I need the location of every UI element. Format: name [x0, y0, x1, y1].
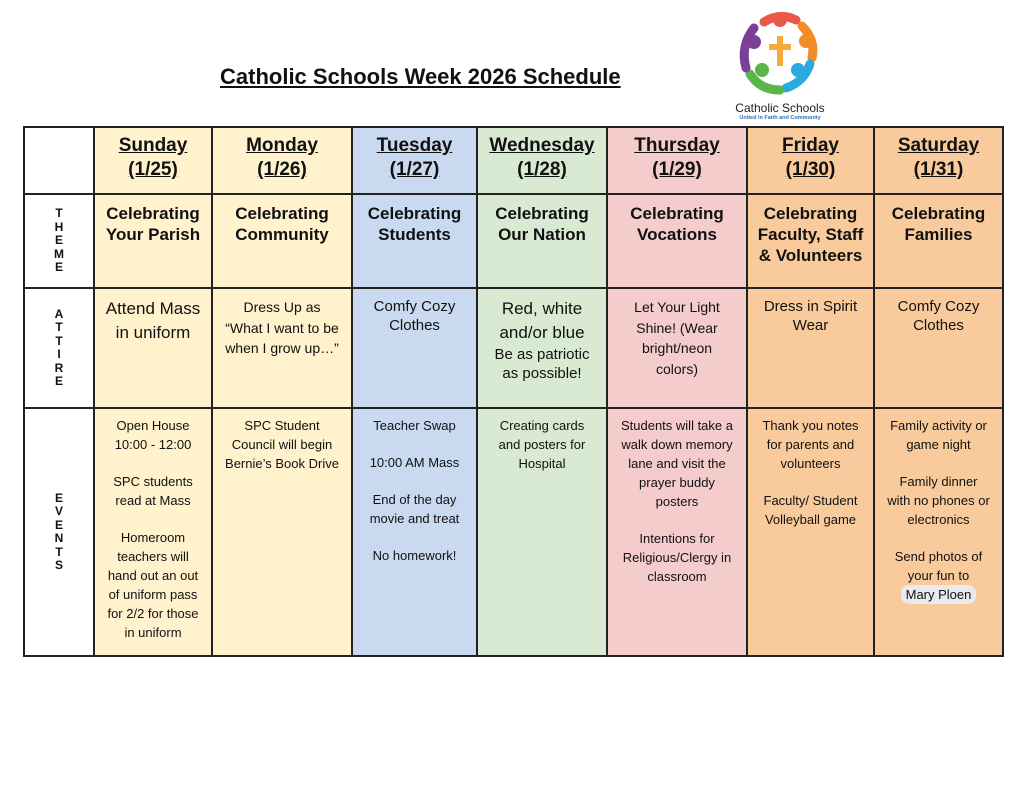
event-item [878, 472, 999, 529]
theme-text-line: Families [904, 225, 973, 244]
event-text-line: Family dinner [899, 474, 978, 489]
event-text-line: Teacher Swap [373, 418, 456, 433]
event-text-line: lane and visit the [628, 456, 726, 471]
events-row-label [24, 408, 94, 656]
theme-text-line: Celebrating [630, 204, 724, 223]
row-label-letter: S [54, 558, 63, 572]
day-name: Wednesday [489, 135, 595, 156]
event-item [98, 528, 208, 642]
schedule-table [23, 126, 1004, 657]
events-cell [212, 408, 352, 656]
event-text-line: read at Mass [115, 493, 191, 508]
event-text-line: Faculty/ Student [763, 493, 858, 508]
day-header-friday [747, 127, 874, 194]
event-item [356, 453, 473, 472]
row-label-letter: H [54, 219, 64, 234]
attire-text-line: Clothes [389, 317, 440, 334]
events-cell [352, 408, 477, 656]
day-date: (1/27) [389, 159, 440, 180]
day-header-monday [212, 127, 352, 194]
events-cell [874, 408, 1003, 656]
event-text-line: No homework! [372, 548, 457, 563]
day-date: (1/29) [652, 159, 702, 180]
event-text-line: movie and treat [369, 511, 460, 526]
attire-text-line: Be as patriotic [494, 346, 590, 363]
attire-row [24, 288, 1003, 408]
event-text-line: SPC students [113, 474, 193, 489]
event-item [216, 416, 348, 473]
event-item [98, 416, 208, 454]
event-text-line: SPC Student [244, 418, 320, 433]
event-text-line: Thank you notes [762, 418, 859, 433]
row-label-letter: T [55, 333, 63, 348]
attire-text-line: Wear [792, 317, 829, 334]
event-text-line: Bernie’s Book Drive [225, 456, 339, 471]
event-item [481, 416, 603, 473]
row-label-letter: I [57, 347, 61, 361]
logo-emblem-icon [734, 8, 826, 98]
theme-cell [94, 194, 212, 288]
attire-text-line: and/or blue [499, 323, 585, 342]
attire-text-line: Dress Up as [243, 299, 321, 315]
contact-chip-mary-ploen[interactable]: Mary Ploen [901, 585, 977, 604]
attire-text-line: Clothes [913, 317, 964, 334]
theme-text-line: Celebrating [235, 204, 329, 223]
theme-cell [874, 194, 1003, 288]
attire-text-line: Attend Mass [105, 299, 201, 318]
event-item [751, 416, 870, 473]
event-text-line: Council will begin [231, 437, 333, 452]
events-cell [607, 408, 747, 656]
attire-cell [747, 288, 874, 408]
attire-text-line: Dress in Spirit [763, 298, 858, 315]
theme-text-line: Our Nation [498, 225, 586, 244]
theme-text-line: Vocations [637, 225, 717, 244]
attire-text-line: when I grow up…” [225, 340, 339, 356]
event-item [356, 490, 473, 528]
row-label-letter: M [54, 246, 64, 261]
theme-cell [607, 194, 747, 288]
attire-text-line: Red, white [501, 299, 583, 318]
event-text-line: Family activity or [890, 418, 987, 433]
theme-text-line: Community [235, 225, 329, 244]
theme-row-label [24, 194, 94, 288]
event-text-line: Intentions for [639, 531, 715, 546]
attire-text-line: Comfy Cozy [897, 298, 980, 315]
event-item [356, 546, 473, 565]
corner-cell [24, 127, 94, 194]
header-row [24, 127, 1003, 194]
day-name: Saturday [897, 135, 980, 156]
day-name: Friday [781, 135, 840, 156]
row-label-letter: E [54, 374, 63, 388]
theme-text-line: Celebrating [367, 204, 462, 223]
day-name: Monday [246, 135, 318, 156]
theme-text-line: & Volunteers [758, 246, 863, 265]
attire-cell [607, 288, 747, 408]
attire-text-line: as possible! [502, 365, 582, 382]
event-text-line: with no phones or [887, 493, 990, 508]
event-text-line: for parents and [766, 437, 855, 452]
event-text-line: Send photos of [894, 549, 983, 564]
event-text-line: Students will take a [620, 418, 733, 433]
row-label-letter: A [54, 306, 64, 321]
theme-cell [477, 194, 607, 288]
day-header-saturday [874, 127, 1003, 194]
event-text-line: teachers will [117, 549, 189, 564]
day-header-wednesday [477, 127, 607, 194]
event-text-line: your fun to [907, 568, 970, 583]
event-text-line: classroom [647, 569, 707, 584]
logo-name: Catholic Schools [735, 101, 825, 115]
day-header-tuesday [352, 127, 477, 194]
day-header-thursday [607, 127, 747, 194]
day-date: (1/26) [257, 159, 307, 180]
event-item [356, 416, 473, 435]
event-text-line: Creating cards [499, 418, 585, 433]
catholic-schools-logo [720, 8, 840, 124]
event-text-line: 10:00 AM Mass [369, 455, 460, 470]
attire-text-line: Shine! (Wear [636, 319, 718, 336]
row-label-letter: R [54, 360, 64, 375]
theme-text-line: Celebrating [763, 204, 858, 223]
row-label-letter: E [54, 233, 63, 248]
theme-text-line: Celebrating [495, 204, 589, 223]
event-item [98, 472, 208, 510]
event-text-line: Volleyball game [764, 512, 857, 527]
attire-cell [94, 288, 212, 408]
theme-cell [352, 194, 477, 288]
event-text-line: posters [655, 494, 699, 509]
events-cell [747, 408, 874, 656]
attire-text-line: in uniform [115, 323, 191, 342]
row-label-letter: T [55, 206, 63, 221]
attire-row-label [24, 288, 94, 408]
theme-text-line: Your Parish [105, 225, 201, 244]
row-label-letter: N [54, 531, 64, 545]
event-text-line: hand out an out [107, 568, 199, 583]
event-text-line: electronics [907, 512, 970, 527]
event-text-line: in uniform [124, 625, 182, 640]
attire-text-line: Comfy Cozy [373, 298, 456, 315]
event-text-line: volunteers [780, 456, 841, 471]
page-title: Catholic Schools Week 2026 Schedule [220, 64, 621, 89]
event-text-line: 10:00 - 12:00 [114, 437, 192, 452]
day-name: Tuesday [376, 135, 453, 156]
event-text-line: and posters for [498, 437, 586, 452]
day-date: (1/30) [785, 159, 836, 180]
theme-text-line: Celebrating [106, 204, 200, 223]
event-text-line: Religious/Clergy in [622, 550, 732, 565]
attire-cell [477, 288, 607, 408]
logo-tagline: United in Faith and Community [739, 115, 821, 121]
row-label-letter: E [54, 260, 63, 275]
row-label-letter: T [55, 320, 63, 334]
event-text-line: walk down memory [621, 437, 733, 452]
event-text-line: for 2/2 for those [107, 606, 199, 621]
attire-text-line: bright/neon [641, 340, 713, 356]
event-text-line: Hospital [518, 456, 566, 471]
theme-text-line: Students [378, 225, 451, 244]
event-text-line: prayer buddy [639, 475, 715, 490]
attire-text-line: Let Your Light [634, 299, 720, 315]
theme-row [24, 194, 1003, 288]
attire-text-line: colors) [655, 360, 698, 377]
day-name: Sunday [118, 135, 188, 156]
event-item [751, 491, 870, 529]
row-label-letter: T [55, 544, 63, 559]
day-header-sunday [94, 127, 212, 194]
attire-cell [874, 288, 1003, 408]
event-text-line: game night [906, 437, 971, 452]
event-item [878, 416, 999, 454]
event-item [611, 529, 743, 586]
event-text-line: Open House [116, 418, 190, 433]
day-date: (1/31) [913, 159, 964, 180]
attire-cell [352, 288, 477, 408]
theme-cell [747, 194, 874, 288]
row-label-letter: E [54, 517, 63, 532]
day-date: (1/28) [517, 159, 567, 180]
event-text-line: Homeroom [120, 530, 186, 545]
day-date: (1/25) [128, 159, 178, 180]
events-cell [94, 408, 212, 656]
row-label-letter: E [54, 490, 63, 505]
row-label-letter: V [54, 504, 63, 518]
events-row [24, 408, 1003, 656]
theme-text-line: Faculty, Staff [757, 225, 864, 244]
event-text-line: End of the day [372, 492, 457, 507]
day-name: Thursday [634, 135, 720, 156]
theme-cell [212, 194, 352, 288]
event-item [878, 547, 999, 604]
attire-text-line: “What I want to be [225, 319, 339, 336]
event-item [611, 416, 743, 511]
event-text-line: of uniform pass [108, 587, 198, 602]
theme-text-line: Celebrating [891, 204, 986, 223]
attire-cell [212, 288, 352, 408]
events-cell [477, 408, 607, 656]
